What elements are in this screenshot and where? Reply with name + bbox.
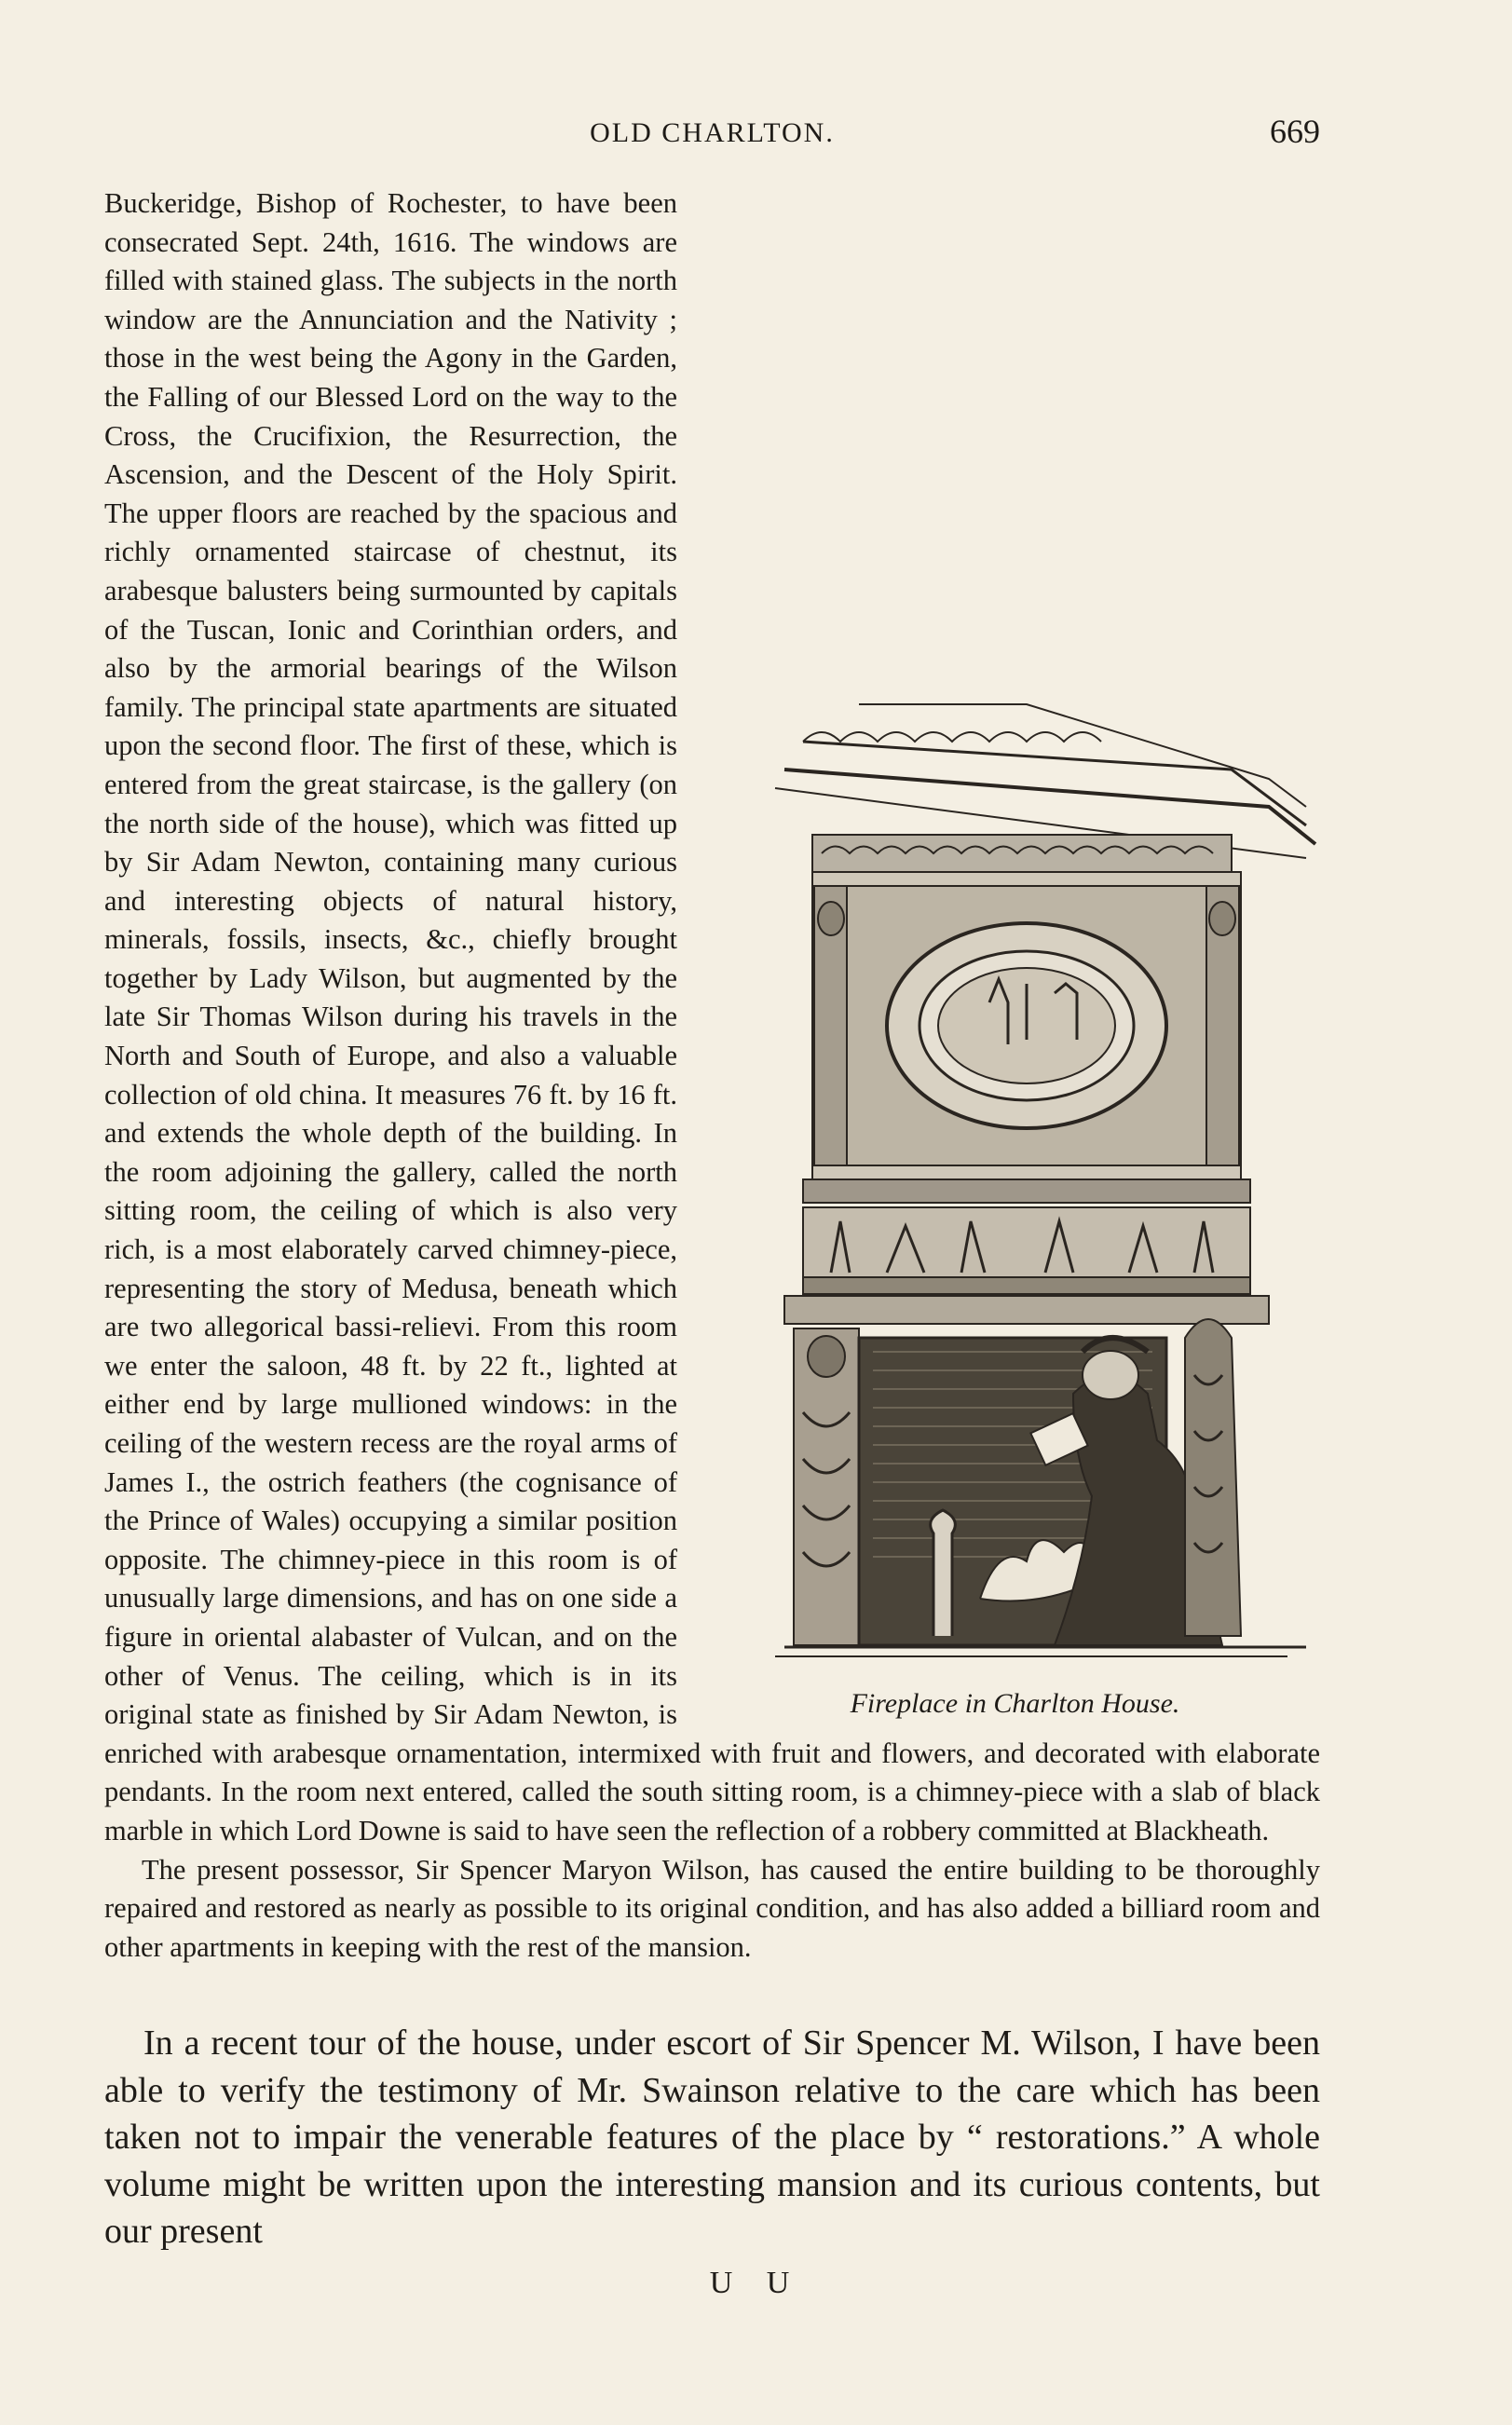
paragraph-2: The present possessor, Sir Spencer Maryon Wilson, has caused the entire building to be thoroughly repaired and restored as nearly as possible to its original condition, and has also added a billiard room and other apartments in keeping with the rest of the mansion. [104,1853,1320,1963]
page-header [104,110,1320,166]
fireplace-figure [710,648,1320,1734]
paragraph-1: Buckeridge, Bishop of Rochester, to have been consecrated Sept. 24th, 1616. The windows are filled with stained glass. The subjects in the north window are the Annunciation and the Nativity ; those in the west being the Agony in the Garden, the Falling of our Blessed Lord on the way to the Cross, the Crucifixion, the Resurrection, the Ascension, and the Descent of the Holy Spirit. The upper floors are reached by the spacious and richly ornamented staircase of chestnut, its arabesque balusters being surmounted by capitals of the Tuscan, Ionic and Corinthian orders, and also by the armorial bearings of the Wilson family. The principal state apartments are situated upon the second floor. The first of these, which is entered from the great staircase, is the gallery (on the north side of the house), which was fitted up by Sir Adam Newton, containing many curious and interesting objects of natural history, minerals, fossils, insects, &c., chiefly brought together by Lady Wilson, but augmented by the late Sir Thomas Wilson during his travels in the North and South of Europe, and also a valuable collection of old china. It measures 76 ft. by 16 ft. and extends the whole depth of the building. In the room adjoining the gallery, called the north sitting room, the ceiling of which is also very rich, is a most elaborately carved chimney-piece, representing the story of Medusa, beneath which are two allegorical bassi-relievi. From this room we enter the saloon, 48 ft. by 22 ft., lighted at either end by large mullioned windows: in the ceiling of the western recess are the royal arms of James I., the ostrich feathers (the cognisance of the Prince of Wales) occupying a similar position opposite. The chimney-piece in this room is of unusually large dimensions, and has on one side a figure in oriental alabaster of Vulcan, and on the other of Venus. The ceiling, which is in its original state as finished by Sir Adam Newton, is enriched with arabesque ornamentation, intermixed with fruit and flowers, and decorated with elaborate pendants. In the room next entered, called the south sitting room, is a chimney-piece with a slab of black marble in which Lord Downe is said to have seen the reflection of a robbery committed at Blackheath. [104,187,1320,1846]
fireplace-engraving [747,686,1320,1664]
signature-mark: U U [709,2266,803,2300]
body-text [104,184,1320,1967]
paragraph-3: In a recent tour of the house, under escort of Sir Spencer M. Wilson, I have been able to verify the testimony of Mr. Swainson relative to the care which has been taken not to impair the venerable features of the place by “ restorations.” A whole volume might be written upon the interesting mansion and its curious contents, but our present [104,2023,1320,2251]
page-number: 669 [1270,113,1320,150]
running-head: OLD CHARLTON. [590,117,835,148]
figure-caption: Fireplace in Charlton House. [850,1688,1180,1719]
